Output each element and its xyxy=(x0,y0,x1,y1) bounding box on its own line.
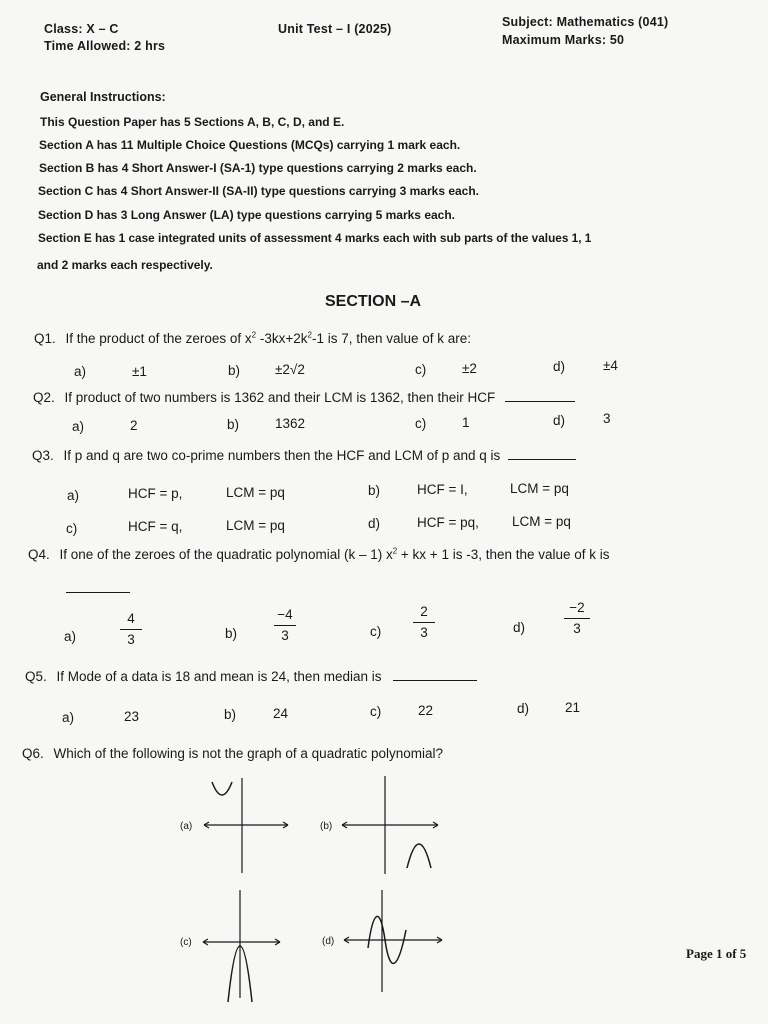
section-title: SECTION –A xyxy=(325,293,422,310)
graph-d-label: (d) xyxy=(322,936,335,947)
option-value: ±4 xyxy=(603,358,618,373)
answer-blank xyxy=(393,670,477,681)
instruction-line: Section E has 1 case integrated units of assessment 4 marks each with sub parts of the values 1, 1 xyxy=(38,231,592,245)
option-label: b) xyxy=(225,626,238,641)
answer-blank xyxy=(66,582,130,593)
option-label: a) xyxy=(74,364,87,379)
option-hcf: HCF = p, xyxy=(128,486,183,501)
fraction-numerator: 4 xyxy=(127,611,135,626)
graph-c xyxy=(203,890,280,1002)
option-hcf: HCF = I, xyxy=(417,482,468,497)
question-number: Q4. xyxy=(28,547,50,562)
graph-b xyxy=(342,776,438,874)
option-value: 22 xyxy=(418,703,434,718)
option-value: ±1 xyxy=(132,364,147,379)
option-label: c) xyxy=(415,362,427,377)
question-number: Q1. xyxy=(34,331,56,346)
option-label: d) xyxy=(553,413,566,428)
question-number: Q3. xyxy=(32,448,54,463)
class-label: Class: X – C xyxy=(44,22,119,36)
option-value: 23 xyxy=(124,709,140,724)
fraction-bar xyxy=(274,625,296,626)
instruction-line: Section C has 4 Short Answer-II (SA-II) type questions carrying 3 marks each. xyxy=(38,184,480,198)
option-value: ±2√2 xyxy=(275,362,305,377)
option-label: c) xyxy=(66,521,78,536)
fraction-denominator: 3 xyxy=(573,621,581,636)
page-number: Page 1 of 5 xyxy=(686,946,747,961)
question-5: Q5. If Mode of a data is 18 and mean is 24, then median is xyxy=(25,668,477,686)
option-label: d) xyxy=(368,516,381,531)
option-value: ±2 xyxy=(462,361,477,376)
subject: Subject: Mathematics (041) xyxy=(502,15,669,29)
fraction-denominator: 3 xyxy=(420,625,428,640)
option-label: c) xyxy=(370,704,382,719)
option-label: c) xyxy=(370,624,382,639)
question-1: Q1. If the product of the zeroes of $x^2$ $-3kx+2k^2-1$ is 7, then value of k are: xyxy=(34,330,472,346)
fraction-bar xyxy=(120,629,142,630)
question-number: Q6. xyxy=(22,746,44,761)
option-hcf: HCF = q, xyxy=(128,519,183,534)
option-value: 24 xyxy=(273,706,289,721)
graph-a-label: (a) xyxy=(180,821,193,832)
option-label: b) xyxy=(228,363,241,378)
option-value: 3 xyxy=(603,411,611,426)
question-number: Q2. xyxy=(33,390,55,405)
option-lcm: LCM = pq xyxy=(512,514,571,529)
instruction-line: Section A has 11 Multiple Choice Questions (MCQs) carrying 1 mark each. xyxy=(39,138,461,152)
fraction-bar xyxy=(564,618,590,619)
graph-d xyxy=(344,890,442,992)
option-label: d) xyxy=(513,620,526,635)
question-3: Q3. If p and q are two co-prime numbers then the HCF and LCM of p and q is xyxy=(32,447,576,465)
option-label: a) xyxy=(64,629,77,644)
option-fraction xyxy=(270,606,300,645)
graph-a-curve xyxy=(212,782,232,795)
graph-b-label: (b) xyxy=(320,821,333,832)
fraction-numerator: 2 xyxy=(420,604,428,619)
quadratic-graphs-figure xyxy=(170,770,460,1010)
option-fraction xyxy=(409,603,439,642)
question-6: Q6. Which of the following is not the graph of a quadratic polynomial? xyxy=(22,746,444,761)
option-value: 1 xyxy=(462,415,470,430)
instruction-line: This Question Paper has 5 Sections A, B, C, D, and E. xyxy=(40,115,345,129)
option-label: b) xyxy=(227,417,240,432)
option-lcm: LCM = pq xyxy=(226,485,285,500)
graph-a xyxy=(204,778,288,873)
option-label: d) xyxy=(517,701,530,716)
option-label: b) xyxy=(368,483,381,498)
graph-b-curve xyxy=(407,844,431,868)
fraction-numerator: −2 xyxy=(569,600,585,615)
instruction-line: Section B has 4 Short Answer-I (SA-1) type questions carrying 2 marks each. xyxy=(39,161,477,175)
option-value: 2 xyxy=(130,418,138,433)
option-label: a) xyxy=(62,710,75,725)
option-hcf: HCF = pq, xyxy=(417,515,479,530)
instruction-line: Section D has 3 Long Answer (LA) type questions carrying 5 marks each. xyxy=(38,208,455,222)
question-2: Q2. If product of two numbers is 1362 and their LCM is 1362, then their HCF xyxy=(33,389,575,407)
fraction-bar xyxy=(413,622,435,623)
option-lcm: LCM = pq xyxy=(510,481,569,496)
instruction-line: and 2 marks each respectively. xyxy=(37,258,213,272)
answer-blank xyxy=(505,391,575,402)
option-fraction xyxy=(560,599,594,638)
option-lcm: LCM = pq xyxy=(226,518,285,533)
option-value: 1362 xyxy=(275,416,306,431)
question-number: Q5. xyxy=(25,669,47,684)
answer-blank xyxy=(508,449,576,460)
option-value: 21 xyxy=(565,700,581,715)
instructions-heading: General Instructions: xyxy=(40,90,166,104)
question-4: Q4. If one of the zeroes of the quadratic polynomial (k – 1) $x^2$ + kx + 1 is -3, then the value of k is xyxy=(28,546,610,562)
option-label: b) xyxy=(224,707,237,722)
option-label: a) xyxy=(72,419,85,434)
option-label: d) xyxy=(553,359,566,374)
max-marks: Maximum Marks: 50 xyxy=(502,33,625,47)
fraction-denominator: 3 xyxy=(281,628,289,643)
fraction-numerator: −4 xyxy=(277,607,293,622)
option-label: a) xyxy=(67,488,80,503)
option-fraction xyxy=(116,610,146,649)
option-label: c) xyxy=(415,416,427,431)
time-allowed: Time Allowed: 2 hrs xyxy=(44,39,166,53)
test-title: Unit Test – I (2025) xyxy=(278,22,392,36)
graph-c-label: (c) xyxy=(180,937,192,948)
fraction-denominator: 3 xyxy=(127,632,135,647)
